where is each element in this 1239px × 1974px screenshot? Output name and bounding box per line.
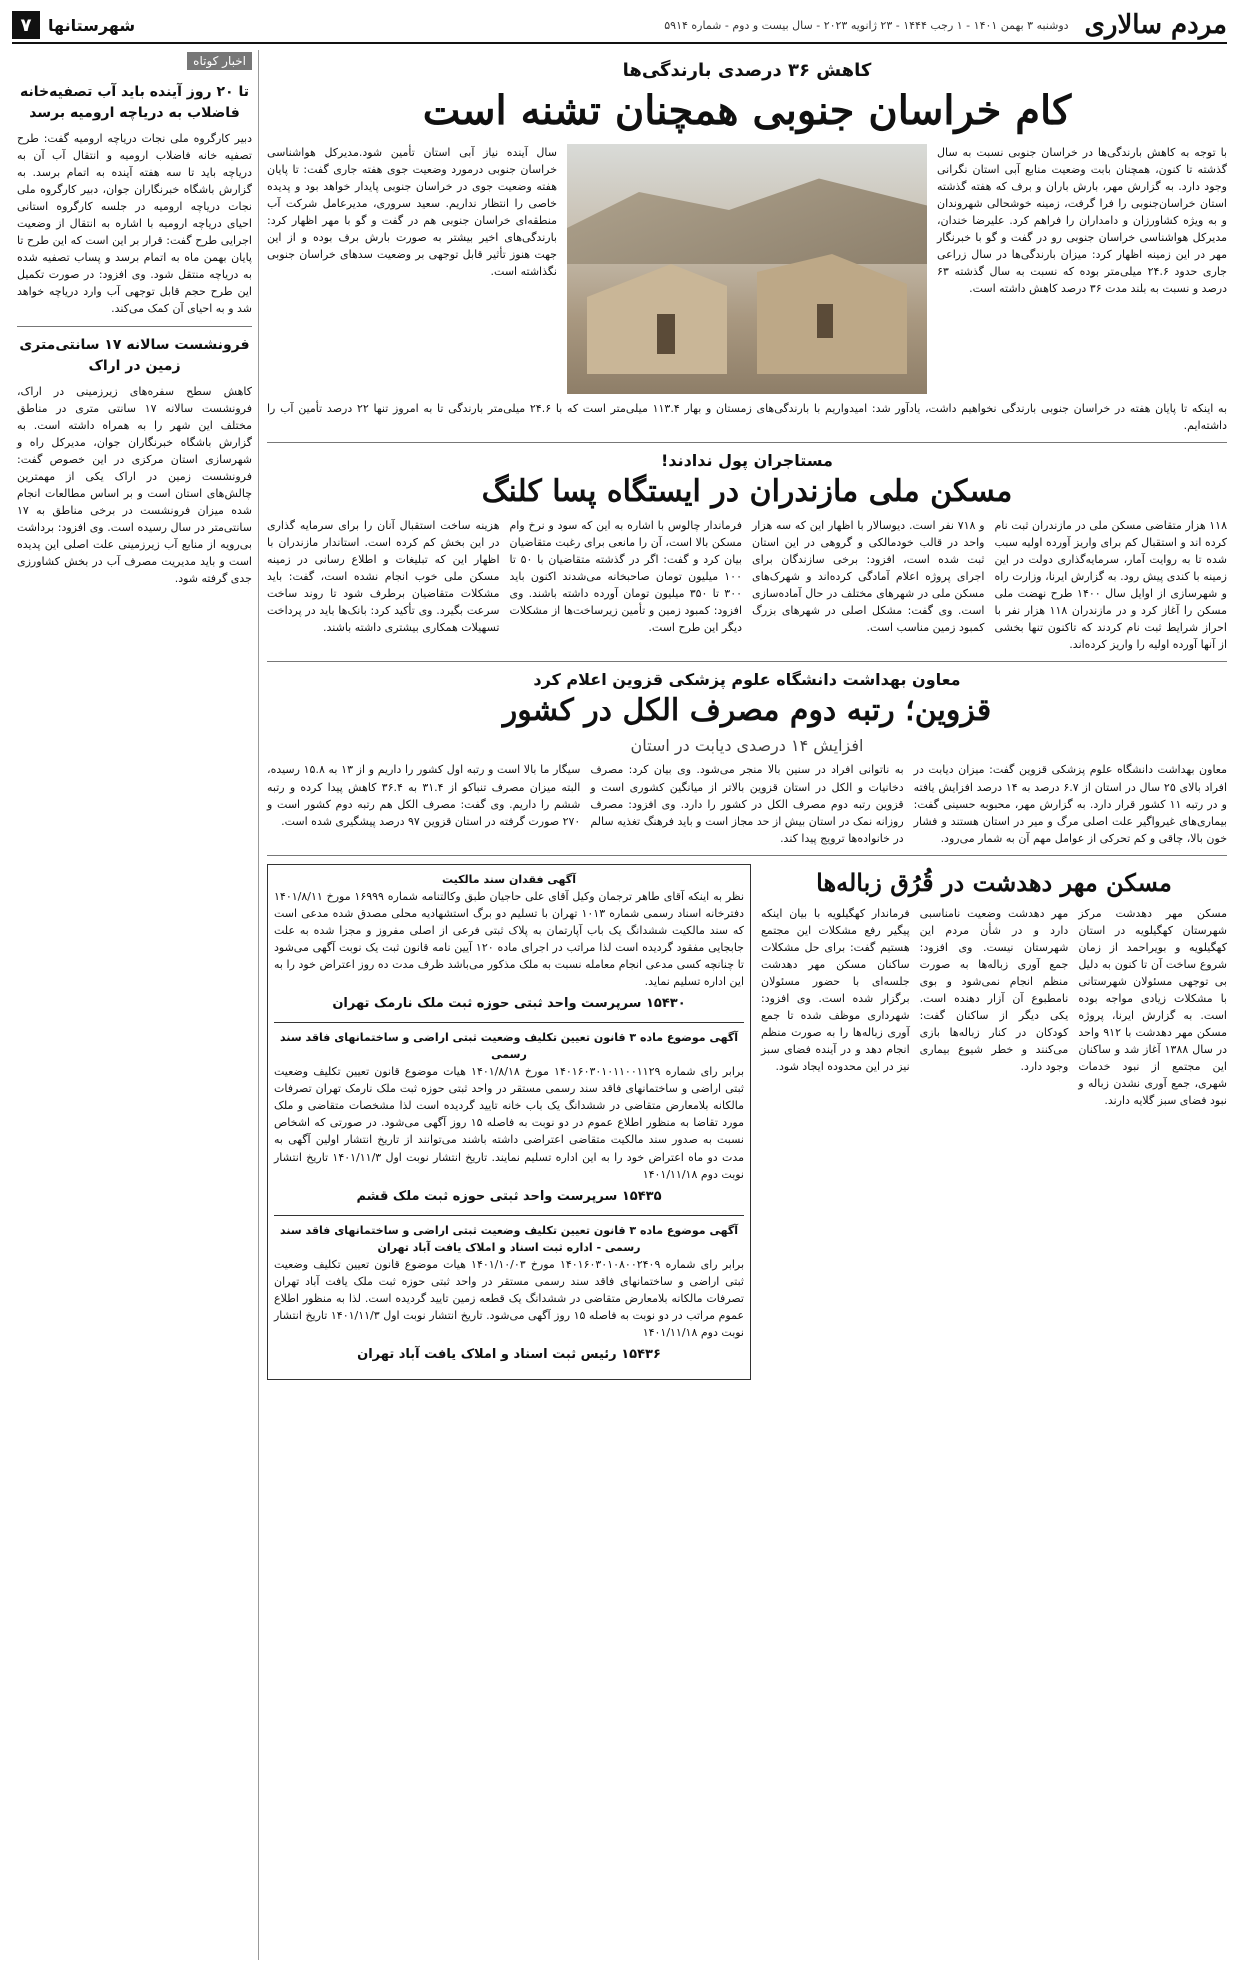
article-kicker: مستاجران پول ندادند! — [661, 451, 833, 471]
article-column: ۱۱۸ هزار متقاضی مسکن ملی در مازندران ثبت نام کرده اند و استقبال کم برای واریز آورده اولیه سبب شده تا به روایت آمار، سرمایه‌گذاری دولت در این زمینه با کندی پیش رود. به گزارش ایرنا، وزارت راه و شهرسازی از اوایل سال ۱۴۰۰ طرح نهضت ملی مسکن را آغاز کرد و در مازندران ۱۱۸ هزار نفر با احراز شرایط ثبت نام کردند که تاکنون تنها بخشی از آنها آورده اولیه را واریز کرده‌اند. — [994, 519, 1227, 652]
legal-notices — [267, 864, 751, 1381]
article-column: مهر دهدشت وضعیت نامناسبی دارد و در شأن مردم این شهرستان نیست. وی افزود: جمع آوری زباله‌ها به صورت منظم انجام نمی‌شود و بوی نامطبوع آن آزار دهنده است. یکی دیگر از ساکنان گفت: کودکان در کنار زباله‌ها بازی می‌کنند و خطر شیوع بیماری وجود دارد. — [919, 906, 1069, 1074]
article-kicker: معاون بهداشت دانشگاه علوم پزشکی قزوین اعلام کرد — [533, 670, 961, 690]
notice-title: آگهی موضوع ماده ۳ قانون تعیین تکلیف وضعیت ثبتی اراضی و ساختمانهای فاقد سند رسمی - اداره ثبت اسناد و املاک یافت آباد تهران — [279, 1223, 738, 1254]
divider — [267, 661, 1227, 662]
article-column: فرماندار کهگیلویه با بیان اینکه پیگیر رفع مشکلات این مجتمع هستیم گفت: برای حل مشکلات ساکنان مسکن مهر دهدشت جلسه‌ای با حضور مسئولان برگزار شده است. وی افزود: شهرداری موظف شده تا جمع آوری زباله‌ها را به صورت منظم انجام دهد و در آینده فضای سبز نیز در این محدوده ایجاد شود. — [760, 906, 910, 1074]
article-headline: مسکن مهر دهدشت در قُرُق زباله‌ها — [816, 867, 1172, 897]
main-content — [267, 50, 1227, 1960]
divider — [17, 326, 252, 327]
divider — [267, 855, 1227, 856]
notice-title: آگهی موضوع ماده ۳ قانون تعیین تکلیف وضعیت ثبتی اراضی و ساختمانهای فاقد سند رسمی — [279, 1031, 738, 1062]
notice-title: آگهی فقدان سند مالکیت — [442, 872, 576, 886]
article-column: مسکن مهر دهدشت مرکز شهرستان کهگیلویه در استان کهگیلویه و بویراحمد از زمان شروع ساخت آن تا کنون به دلیل بی توجهی مسئولان شهرستانی با مشکلات زیادی مواجه بوده است. به گزارش ایرنا، پروژه مسکن مهر دهدشت با ۹۱۲ واحد در سال ۱۳۸۸ آغاز شد و ساکنان این مجتمع از نبود خدمات شهری، جمع آوری نشدن زباله و نبود فضای سبز گلایه دارند. — [1078, 906, 1227, 1108]
article-column: فرماندار چالوس با اشاره به این که سود و نرخ وام مسکن بالا است، آن را مانعی برای رغبت متقاضیان بیان کرد و گفت: اگر در گذشته متقاضیان با ۵۰ تا ۱۰۰ میلیون تومان صاحبخانه می‌شدند اکنون باید ۳۰۰ تا ۳۵۰ میلیون تومان آورده داشته باشند. وی افزود: کمبود زمین و تأمین زیرساخت‌ها از مشکلات دیگر این طرح است. — [509, 519, 743, 635]
section-name: شهرستانها — [48, 15, 136, 35]
notice-text: برابر رای شماره ۱۴۰۱۶۰۳۰۱۰۸۰۰۲۴۰۹ مورخ ۱۴۰۱/۱۰/۰۳ هیات موضوع قانون تعیین تکلیف وضعیت ثبتی اراضی و ساختمانهای فاقد سند رسمی مستقر در واحد ثبتی حوزه ثبت ملک یافت آباد تهران تصرفات مالکانه بلامعارض متقاضی در ششدانگ یک قطعه زمین تایید گردیده است. لذا به منظور اطلاع عموم مراتب در دو نوبت به فاصله ۱۵ روز آگهی می‌شود. تاریخ انتشار نوبت اول ۱۴۰۱/۱۱/۳ تاریخ انتشار نوبت دوم ۱۴۰۱/۱۱/۱۸ — [274, 1257, 745, 1340]
article-column: به ناتوانی افراد در سنین بالا منجر می‌شود. وی بیان کرد: مصرف دخانیات و الکل در استان قزوین بالاتر از میانگین کشوری است و قزوین رتبه دوم مصرف الکل در کشور را دارد. وی افزود: مصرف روزانه نمک در استان بیش از حد مجاز است و باید فرهنگ تغذیه سالم در خانواده‌ها ترویج پیدا کند. — [590, 763, 904, 845]
article-subheadline: افزایش ۱۴ درصدی دیابت در استان — [630, 736, 864, 756]
notice-signature: ۱۵۴۳۵ سرپرست واحد ثبتی حوزه ثبت ملک قشم — [356, 1188, 662, 1204]
dateline: دوشنبه ۳ بهمن ۱۴۰۱ - ۱ رجب ۱۴۴۴ - ۲۳ ژانویه ۲۰۲۳ - سال بیست و دوم - شماره ۵۹۱۴ — [664, 18, 1069, 32]
article-khorasan — [267, 60, 1227, 434]
page-number: ۷ — [12, 11, 40, 39]
article-headline: کام خراسان جنوبی همچنان تشنه است — [422, 87, 1072, 134]
sidebar-tag: اخبار کوتاه — [187, 52, 252, 70]
sidebar-headline: تا ۲۰ روز آینده باید آب تصفیه‌خانه فاضلاب به دریاچه ارومیه برسد — [20, 84, 249, 121]
bottom-section — [267, 864, 1227, 1381]
village-photo — [567, 144, 927, 394]
page-body — [12, 50, 1227, 1960]
article-headline: مسکن ملی مازندران در ایستگاه پسا کلنگ — [481, 474, 1013, 510]
article-column: هزینه ساخت استقبال آنان را برای سرمایه گذاری در این بخش کم کرده است. استاندار مازندران با اظهار این که تبلیغات و اطلاع رسانی در زمینه مسکن ملی خوب انجام نشده است، گفت: باید مشکلات متقاضیان برطرف شود تا روند ساخت سرعت بگیرد. وی تأکید کرد: بانک‌ها باید در پرداخت تسهیلات همکاری بیشتری داشته باشند. — [267, 519, 500, 635]
divider — [267, 442, 1227, 443]
notice-text: برابر رای شماره ۱۴۰۱۶۰۳۰۱۰۱۱۰۰۱۱۲۹ مورخ ۱۴۰۱/۸/۱۸ هیات موضوع قانون تعیین تکلیف وضعیت ثبتی اراضی و ساختمانهای فاقد سند رسمی مستقر در واحد ثبتی حوزه ثبت ملک نارمک تهران تصرفات مالکانه بلامعارض متقاضی در ششدانگ یک باب خانه تایید گردیده است لذا مشخصات متقاضی و ملک مورد تقاضا به منظور اطلاع عموم در دو نوبت به فاصله ۱۵ روز آگهی می‌شود. در صورتی که اشخاص نسبت به صدور سند مالکیت متقاضی اعتراضی داشته باشند می‌توانند از تاریخ انتشار اولین آگهی به مدت دو ماه اعتراض خود را به این اداره تسلیم نمایند. تاریخ انتشار نوبت اول ۱۴۰۱/۱۱/۳ تاریخ انتشار نوبت دوم ۱۴۰۱/۱۱/۱۸ — [274, 1065, 745, 1181]
article-mazandaran — [267, 451, 1227, 653]
article-headline: قزوین؛ رتبه دوم مصرف الکل در کشور — [502, 693, 992, 729]
article-column: با توجه به کاهش بارندگی‌ها در خراسان جنوبی نسبت به سال گذشته تا کنون، همچنان بابت وضعیت منابع آبی استان نگرانی وجود دارد. به گزارش مهر، بارش باران و برف که هفته گذشته استان خراسان‌جنوبی را فرا گرفت، زمینه خوشحالی شهروندان و به ویژه کشاورزان و دامداران را فراهم کرد. علیرضا خندان، مدیرکل هواشناسی خراسان جنوبی رو در گفت و گو با خبرنگار مهر در این زمینه اظهار کرد: میزان بارندگی‌ها در سال زراعی جاری حدود ۲۴.۶ میلی‌متر بوده که نسبت به سال گذشته ۶۳ درصد و نسبت به بلند مدت ۳۶ درصد کاهش داشته است. — [937, 146, 1227, 296]
article-column: و ۷۱۸ نفر است. دیوسالار با اظهار این که سه هزار واحد در قالب خودمالکی و گروهی در این استان ثبت شده است، افزود: برخی سازندگان برای اجرای پروژه اعلام آمادگی کرده‌اند و شهرک‌های مسکن ملی در شهرهای مختلف در حال آماده‌سازی است. وی گفت: مشکل اصلی در شهرهای بزرگ کمبود زمین مناسب است. — [752, 519, 985, 635]
sidebar-headline: فرونشست سالانه ۱۷ سانتی‌متری زمین در اراک — [19, 336, 250, 374]
article-column: سال آینده نیاز آبی استان تأمین شود.مدیرکل هواشناسی خراسان جنوبی درمورد وضعیت جوی هفته جاری گفت: تا پایان هفته وضعیت جوی در خراسان جنوبی پایدار خواهد بود و پدیده خاصی را انتظار نداریم. سعید سروری، مدیرعامل شرکت آب منطقه‌ای خراسان جنوبی هم در گفت و گو با مهر اظهار کرد: بارندگی‌های اخیر بیشتر به صورت بارش برف بوده و از این جهت هنوز تأثیر قابل توجهی بر وضعیت سدهای خراسان جنوبی نگذاشته است. — [267, 146, 557, 279]
article-dehdasht — [761, 864, 1227, 1381]
article-column: معاون بهداشت دانشگاه علوم پزشکی قزوین گفت: میزان دیابت در افراد بالای ۲۵ سال در استان از ۶.۷ درصد به ۱۴ درصد افزایش یافته و در رتبه ۱۱ کشور قرار دارد. به گزارش مهر، محبوبه حسینی گفت: بیماری‌های غیرواگیر علت اصلی مرگ و میر در استان هستند و فشار خون بالا، چاقی و کم تحرکی از عوامل مهم آن به شمار می‌رود. — [913, 763, 1227, 845]
article-qazvin — [267, 670, 1227, 846]
article-column: سیگار ما بالا است و رتبه اول کشور را داریم و از ۱۳ به ۱۵.۸ رسیده، البته میزان مصرف تنباکو از ۳۱.۴ به ۳۶.۴ کاهش پیدا کرده و رتبه ششم را داریم. وی گفت: مصرف الکل هم رتبه دوم کشور است و ۲۷۰ صورت گرفته در استان قزوین ۹۷ درصد پیشگیری شده است. — [267, 763, 581, 828]
masthead — [12, 8, 1227, 44]
section-header — [12, 11, 135, 39]
notice-signature: ۱۵۴۳۶ رئیس ثبت اسناد و املاک یافت آباد تهران — [357, 1347, 661, 1363]
short-news-sidebar — [17, 50, 259, 1960]
photo-caption: به اینکه تا پایان هفته در خراسان جنوبی بارندگی نخواهیم داشت، یادآور شد: امیدواریم با بارندگی‌های زمستان و بهار ۱۱۳.۴ میلی‌متر است که با ۲۴.۶ میلی‌متر بارندگی تا به امروز تنها ۲۲ درصد تأمین آب را داشته‌ایم. — [267, 402, 1228, 433]
sidebar-text: کاهش سطح سفره‌های زیرزمینی در اراک، فرونشست سالانه ۱۷ سانتی متری در مناطق مختلف این شهر را به همراه داشته است. به گزارش باشگاه خبرنگاران جوان، مدیرکل راه و شهرسازی استان مرکزی در این خصوص گفت: فرونشست زمین در اراک یکی از مهمترین چالش‌های استان است و بر اساس مطالعات انجام شده میزان فرونشست در برخی مناطق به ۱۷ سانتی‌متر در سال رسیده است. وی افزود: برداشت بی‌رویه از منابع آب زیرزمینی علت اصلی این پدیده است و باید مدیریت مصرف آب در بخش کشاورزی جدی گرفته شود. — [17, 384, 252, 586]
newspaper-brand: مردم سالاری — [1084, 10, 1227, 40]
article-kicker: کاهش ۳۶ درصدی بارندگی‌ها — [622, 60, 872, 81]
sidebar-text: دبیر کارگروه ملی نجات دریاچه ارومیه گفت: طرح تصفیه خانه فاضلاب ارومیه و انتقال آب آن به دریاچه باید تا سه هفته آینده به اتمام برسد. به گزارش باشگاه خبرنگاران جوان، دبیر کارگروه ملی نجات دریاچه ارومیه در جلسه کارگروه استانی احیای دریاچه ارومیه با اشاره به انتقال از وضعیت اجرایی طرح گفت: قرار بر این است که این طرح تا پایان بهمن ماه به اتمام برسد و پساب تصفیه شده به دریاچه منتقل شود. وی افزود: در صورت تکمیل این طرح حجم قابل توجهی آب وارد دریاچه خواهد شد و به احیای آن کمک می‌کند. — [17, 132, 252, 316]
notice-text: نظر به اینکه آقای طاهر ترجمان وکیل آقای علی حاجیان طبق وکالتنامه شماره ۱۶۹۹۹ مورخ ۱۴۰۱/۸/۱۱ دفترخانه اسناد رسمی شماره ۱۰۱۳ تهران با تسلیم دو برگ استشهادیه محلی مصدق شده مدعی است که سند مالکیت ششدانگ یک باب آپارتمان به پلاک ثبتی فرعی از اصلی مفروز و مجزا شده به علت جابجایی مفقود گردیده است لذا مراتب در اجرای ماده ۱۲۰ آیین نامه قانون ثبت یک نوبت آگهی می‌شود تا چنانچه کسی مدعی انجام معامله نسبت به ملک مذکور می‌باشد ظرف مدت ده روز اعتراض خود را به این اداره تسلیم نماید. — [274, 889, 745, 988]
notice-signature: ۱۵۴۳۰ سرپرست واحد ثبتی حوزه ثبت ملک نارمک تهران — [332, 996, 686, 1012]
